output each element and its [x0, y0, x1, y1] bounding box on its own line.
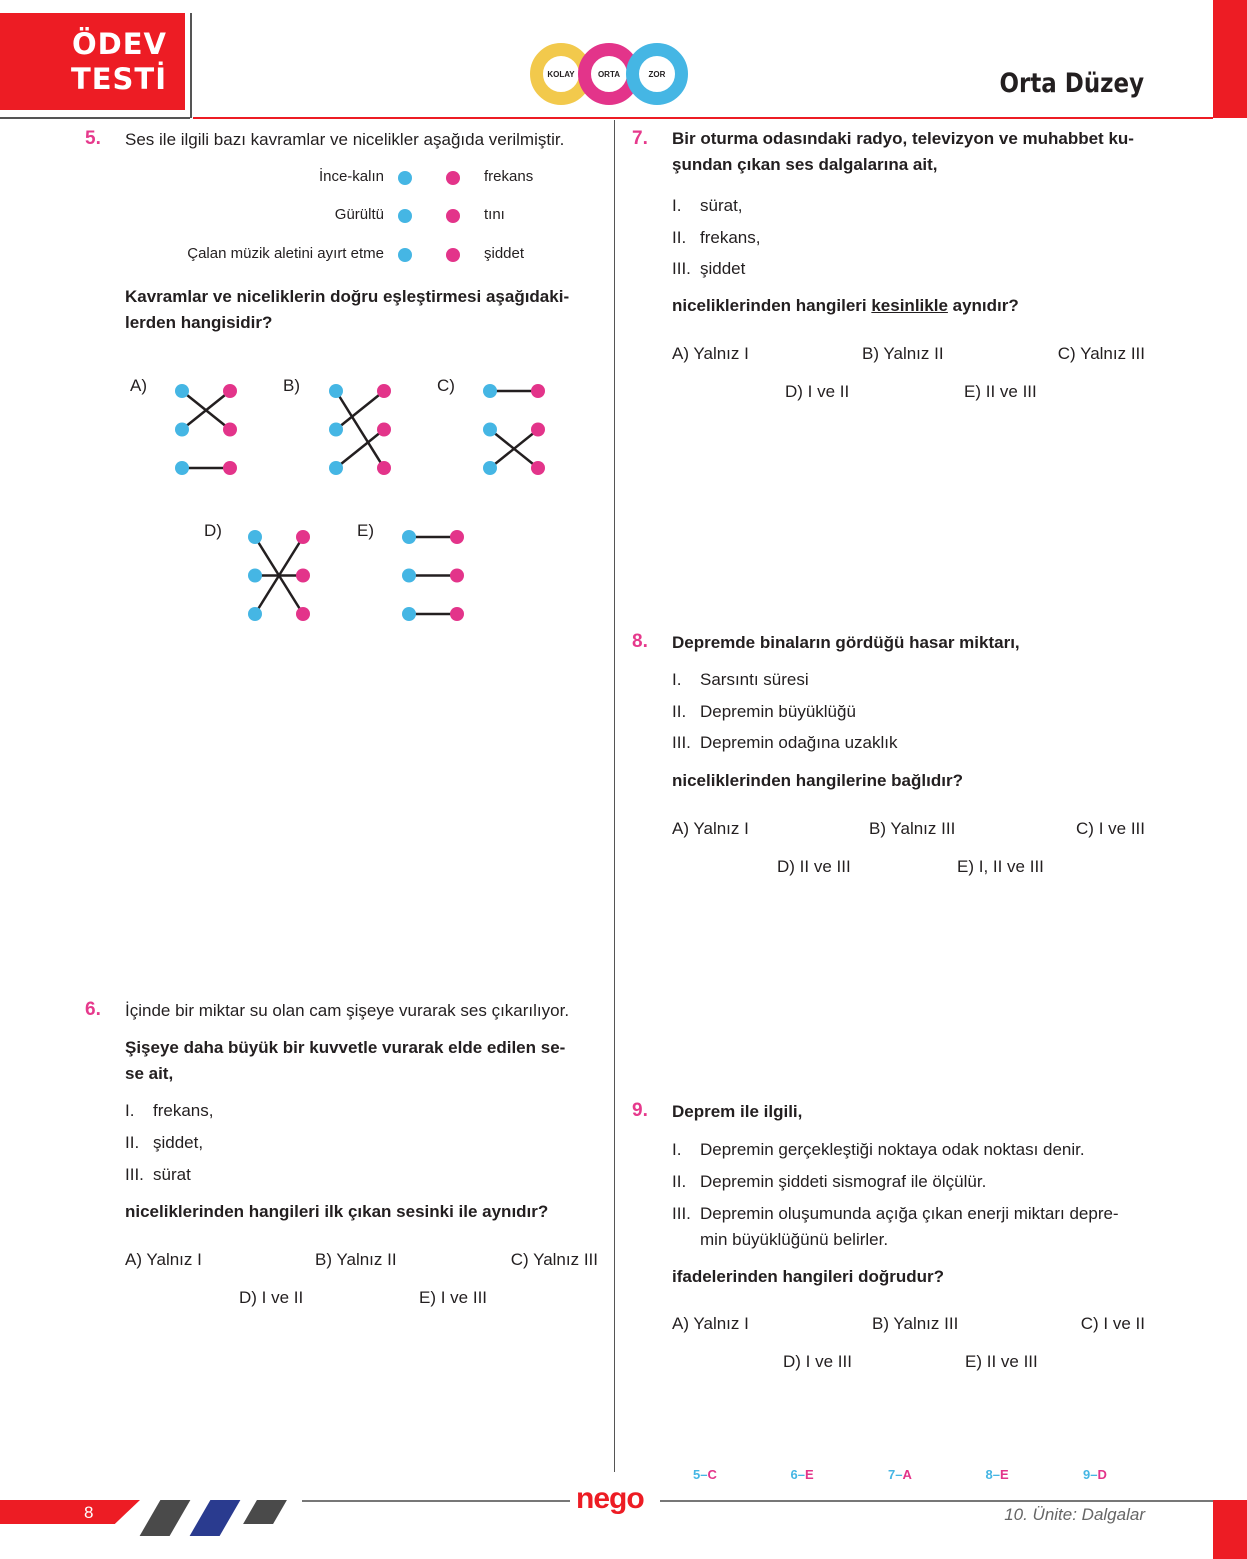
- question-text: niceliklerinden hangileri ilk çıkan sesinki ile aynıdır?: [125, 1202, 549, 1221]
- option: B) Yalnız II: [862, 344, 944, 363]
- badge-line: TESTİ: [70, 62, 167, 96]
- option: E) II ve III: [964, 382, 1037, 401]
- dash: –: [700, 1467, 708, 1482]
- answer-letter: E: [999, 1467, 1009, 1482]
- concept-label: Çalan müzik aletini ayırt etme: [187, 245, 384, 262]
- quantity-dot: [450, 530, 464, 544]
- option: D) I ve III: [783, 1352, 852, 1371]
- item-text: frekans,: [700, 227, 761, 247]
- question-number: 9.: [632, 1100, 648, 1121]
- quantity-dot: [223, 423, 237, 437]
- edge-bar: [1213, 0, 1247, 118]
- question-text: [125, 284, 569, 336]
- concept-dot: [329, 423, 343, 437]
- concept-dot: [483, 384, 497, 398]
- dash: –: [992, 1467, 1000, 1482]
- question-text: ifadelerinden hangileri doğrudur?: [672, 1267, 945, 1286]
- answer-question: 8: [985, 1467, 993, 1482]
- text: aynıdır?: [947, 296, 1019, 315]
- item-text: sürat,: [700, 196, 743, 215]
- line: lerden hangisidir?: [125, 313, 273, 332]
- item-text: Depremin oluşumunda açığa çıkan enerji miktarı depre-: [700, 1204, 1119, 1223]
- option-label: C): [437, 376, 455, 395]
- badge-line: ÖDEV: [72, 27, 167, 61]
- answer-letter: C: [707, 1467, 717, 1482]
- quantity-dot: [296, 569, 310, 583]
- answer-letter: A: [902, 1467, 912, 1482]
- question-intro: Ses ile ilgili bazı kavramlar ve nicelikler aşağıda verilmiştir.: [125, 130, 565, 149]
- concept-dot: [483, 423, 497, 437]
- match-line: [336, 430, 384, 469]
- quantity-dot: [223, 461, 237, 475]
- option: E) II ve III: [965, 1352, 1038, 1371]
- option: B) Yalnız III: [872, 1314, 959, 1333]
- concept-dot: [175, 423, 189, 437]
- answer-key-item: [1083, 1467, 1107, 1482]
- line: se ait,: [125, 1064, 174, 1083]
- quantity-dot: [296, 530, 310, 544]
- item-text: sürat: [153, 1165, 191, 1184]
- question-number: 5.: [85, 128, 101, 149]
- divider: [193, 117, 1213, 119]
- match-line: [336, 391, 384, 468]
- matching-diagram: [397, 525, 477, 625]
- option: D) I ve II: [785, 382, 850, 401]
- concept-dot: [175, 461, 189, 475]
- quantity-label: şiddet: [484, 245, 525, 262]
- dash: –: [797, 1467, 805, 1482]
- edge-bar: [1213, 1500, 1247, 1559]
- dash: –: [1090, 1467, 1098, 1482]
- line: Kavramlar ve niceliklerin doğru eşleştirmesi aşağıdaki-: [125, 287, 570, 306]
- match-line: [336, 391, 384, 430]
- concept-dot: [248, 607, 262, 621]
- stripe: [190, 1500, 241, 1536]
- option: A) Yalnız I: [672, 344, 749, 363]
- item-text: şiddet,: [153, 1133, 204, 1152]
- quantity-dot: [446, 248, 460, 262]
- option: A) Yalnız I: [125, 1250, 202, 1269]
- option: A) Yalnız I: [672, 1314, 749, 1333]
- option-label: A): [130, 376, 147, 395]
- item-text: şiddet: [700, 259, 746, 278]
- answer-key-item: [888, 1467, 912, 1482]
- quantity-dot: [223, 384, 237, 398]
- option: B) Yalnız II: [315, 1250, 397, 1269]
- item-numeral: II.: [125, 1133, 140, 1152]
- concept-dot: [175, 384, 189, 398]
- unit-title: 10. Ünite: Dalgalar: [1004, 1505, 1145, 1524]
- option: E) I ve III: [419, 1288, 488, 1307]
- level-hard: ZOR: [626, 43, 688, 105]
- concept-dot: [329, 384, 343, 398]
- item-text: Depremin odağına uzaklık: [700, 733, 898, 752]
- question-stem: [672, 126, 1134, 178]
- option: C) I ve II: [1080, 1314, 1145, 1333]
- line: Şişeye daha büyük bir kuvvetle vurarak elde edilen se-: [125, 1038, 566, 1057]
- item-numeral: I.: [672, 1140, 682, 1159]
- concept-dot: [398, 248, 412, 262]
- item-text: Depremin şiddeti sismograf ile ölçülür.: [700, 1172, 987, 1191]
- question-text: niceliklerinden hangilerine bağlıdır?: [672, 771, 963, 790]
- column-divider: [614, 120, 615, 1472]
- stripe: [140, 1500, 191, 1536]
- option: E) I, II ve III: [957, 857, 1044, 876]
- item-numeral: II.: [672, 227, 687, 247]
- emphasis: kesinlikle: [871, 296, 948, 315]
- answer-key-item: [693, 1467, 717, 1482]
- test-badge: [0, 13, 185, 110]
- option: D) I ve II: [239, 1288, 304, 1307]
- option-label: E): [357, 521, 374, 540]
- quantity-label: tını: [484, 206, 505, 223]
- concept-dot: [402, 530, 416, 544]
- answer-key-item: [986, 1467, 1009, 1482]
- option: C) I ve III: [1076, 819, 1145, 838]
- quantity-dot: [377, 384, 391, 398]
- question-number: 8.: [632, 631, 648, 652]
- matching-diagram: [324, 379, 404, 479]
- item-continuation: min büyüklüğünü belirler.: [700, 1230, 889, 1249]
- dash: –: [895, 1467, 903, 1482]
- answer-key-item: [791, 1467, 814, 1482]
- quantity-dot: [531, 461, 545, 475]
- concept-dot: [329, 461, 343, 475]
- item-numeral: III.: [672, 259, 691, 278]
- item-text: Depremin gerçekleştiği noktaya odak noktası denir.: [700, 1140, 1085, 1159]
- item-text: Depremin büyüklüğü: [700, 701, 856, 721]
- item-text: frekans,: [153, 1101, 214, 1120]
- quantity-label: frekans: [484, 168, 534, 185]
- quantity-dot: [446, 209, 460, 223]
- question-number: 6.: [85, 999, 101, 1020]
- quantity-dot: [377, 461, 391, 475]
- page-number: 8: [84, 1503, 94, 1522]
- item-numeral: II.: [672, 1172, 687, 1191]
- item-numeral: I.: [672, 196, 682, 215]
- item-numeral: I.: [672, 670, 682, 689]
- item-numeral: III.: [672, 1204, 691, 1223]
- answer-letter: D: [1097, 1467, 1107, 1482]
- line: Bir oturma odasındaki radyo, televizyon ve muhabbet ku-: [672, 129, 1134, 148]
- level-medium: ORTA: [578, 43, 640, 105]
- quantity-dot: [531, 384, 545, 398]
- item-numeral: III.: [125, 1165, 144, 1184]
- answer-question: 5: [693, 1467, 701, 1482]
- divider: [190, 13, 192, 118]
- answer-question: 9: [1083, 1467, 1091, 1482]
- matching-diagram: [170, 379, 250, 479]
- stripe: [243, 1500, 287, 1524]
- question-intro: İçinde bir miktar su olan cam şişeye vurarak ses çıkarılıyor.: [125, 1001, 570, 1020]
- concept-dot: [483, 461, 497, 475]
- concept-label: Gürültü: [334, 206, 384, 223]
- question-stem: [125, 1035, 565, 1087]
- quantity-dot: [446, 171, 460, 185]
- concept-dot: [248, 530, 262, 544]
- concept-dot: [402, 607, 416, 621]
- divider: [660, 1500, 1213, 1502]
- item-numeral: II.: [672, 701, 687, 721]
- quantity-dot: [450, 607, 464, 621]
- option: C) Yalnız III: [510, 1250, 598, 1269]
- option-label: D): [204, 521, 222, 540]
- item-text: Sarsıntı süresi: [700, 670, 809, 689]
- line: şundan çıkan ses dalgalarına ait,: [672, 155, 938, 174]
- option: B) Yalnız III: [869, 819, 956, 838]
- divider: [302, 1500, 570, 1502]
- matching-diagram: [243, 525, 323, 625]
- quantity-dot: [450, 569, 464, 583]
- answer-question: 6: [790, 1467, 798, 1482]
- concept-label: İnce-kalın: [318, 168, 384, 185]
- matching-diagram: [478, 379, 558, 479]
- divider: [0, 117, 190, 119]
- publisher-logo: nego: [576, 1482, 644, 1515]
- option: C) Yalnız III: [1057, 344, 1145, 363]
- concept-dot: [398, 209, 412, 223]
- question-stem: Depremde binaların gördüğü hasar miktarı,: [672, 633, 1020, 652]
- answer-letter: E: [804, 1467, 814, 1482]
- concept-dot: [398, 171, 412, 185]
- answer-question: 7: [888, 1467, 896, 1482]
- item-numeral: I.: [125, 1101, 135, 1120]
- option-label: B): [283, 376, 300, 395]
- question-text: [672, 296, 1019, 316]
- quantity-dot: [377, 423, 391, 437]
- page-tab: [0, 1500, 140, 1524]
- page-title: Orta Düzey: [999, 68, 1144, 99]
- item-numeral: III.: [672, 733, 691, 752]
- question-number: 7.: [632, 128, 648, 149]
- option: A) Yalnız I: [672, 819, 749, 838]
- concept-dot: [248, 569, 262, 583]
- quantity-dot: [296, 607, 310, 621]
- quantity-dot: [531, 423, 545, 437]
- option: D) II ve III: [777, 857, 851, 876]
- level-easy: KOLAY: [530, 43, 592, 105]
- concept-dot: [402, 569, 416, 583]
- text: niceliklerinden hangileri: [672, 296, 872, 315]
- question-stem: Deprem ile ilgili,: [672, 1102, 803, 1121]
